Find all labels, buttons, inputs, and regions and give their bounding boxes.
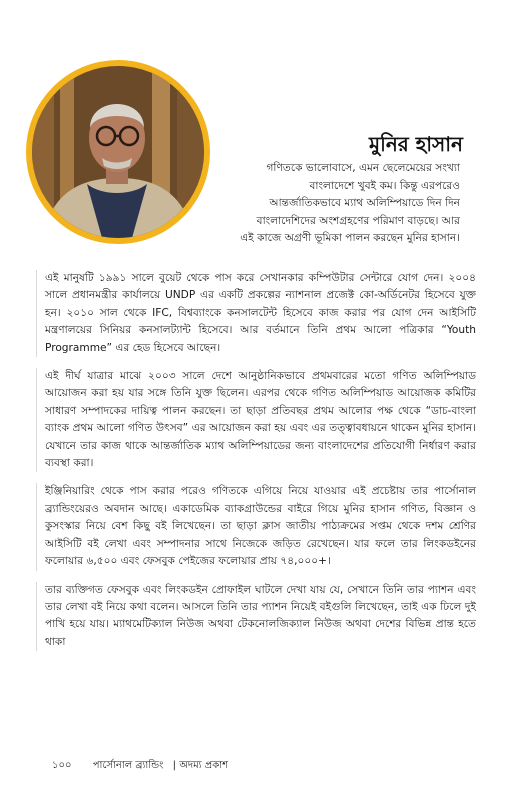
intro-text (205, 160, 460, 248)
body-paragraph: ইঞ্জিনিয়ারিং থেকে পাস করার পরেও গণিতকে এগিয়ে নিয়ে যাওয়ার এই প্রচেষ্টায় তার পার্সোনাল ব্র্যান্ডিংয়েরও অবদান আছে। একাডেমিক ব্যাকগ্রাউন্ডের বাইরে গিয়ে মুনির হাসান গণিত, বিজ্ঞান ও কুসংস্কার নিয়ে বেশ কিছু বই লিখেছেন। তা ছাড়া ক্লাস জাতীয় পাঠ্যক্রমের সপ্তম থেকে দশম শ্রেণির আইসিটি বই লেখা এবং সম্পাদনার সাথে নিজেকে জড়িত রেখেছেন। যার ফলে তার লিংকডইনের ফলোয়ার ৬,৫০০ এবং ফেসবুক পেইজের ফলোয়ার প্রায় ৭৪,০০০+। (36, 483, 476, 570)
author-portrait (26, 60, 210, 244)
intro-line: গণিতকে ভালোবাসে, এমন ছেলেমেয়ের সংখ্যা (266, 162, 460, 174)
page-number: ১০০ (52, 760, 72, 771)
body-text (36, 270, 476, 662)
page-footer (52, 758, 228, 775)
intro-line: বাংলাদেশে খুবই কম। কিন্তু এরপরেও (309, 179, 460, 192)
author-photo (32, 66, 204, 238)
intro-line: বাংলাদেশিদের অংশগ্রহণের পরিমাণ বাড়ছে। আর (256, 214, 460, 227)
person-name: মুনির হাসান (369, 132, 463, 156)
body-paragraph: তার ব্যক্তিগত ফেসবুক এবং লিংকডইন প্রোফাইল ঘাটলে দেখা যায় যে, সেখানে তিনি তার প্যাশন এবং তার লেখা বই নিয়ে কথা বলেন। আসলে তিনি তার প্যাশন নিয়েই বইগুলি লিখেছেন, তাই এক ঢিলে দুই পাখি হয়ে যায়। ম্যাথমেটিক্যাল নিউজ অথবা টেকনোলজিক্যাল নিউজ অথবা দেশের বিভিন্ন প্রান্ত হতে থাকা (36, 582, 476, 652)
body-paragraph: এই মানুষটি ১৯৯১ সালে বুয়েট থেকে পাস করে সেখানকার কম্পিউটার সেন্টারে যোগ দেন। ২০০৪ সালে প্রধানমন্ত্রীর কার্যালয়ে UNDP এর একটি প্রকল্পের ন্যাশনাল প্রজেক্ট কো-অর্ডিনেটর হিসেবে যুক্ত হন। ২০১০ সাল থেকে IFC, বিশ্বব্যাংকে কনসালটেন্ট হিসেবে কাজ করার পর যোগ দেন আইসিটি মন্ত্রণালয়ের সিনিয়র কনসালট্যান্ট হিসেবে। আর বর্তমানে তিনি প্রথম আলো পত্রিকার “Youth Programme” এর হেড হিসেবে আছেন। (36, 270, 476, 357)
intro-line: আন্তর্জাতিকভাবে ম্যাথ অলিম্পিয়াডে দিন দিন (269, 197, 460, 209)
footer-separator: | (172, 760, 177, 771)
intro-line: এই কাজে অগ্রণী ভূমিকা পালন করছেন মুনির হাসান। (240, 232, 460, 244)
publisher-name: অদম্য প্রকাশ (179, 760, 229, 771)
body-paragraph: এই দীর্ঘ যাত্রার মাঝে ২০০৩ সালে দেশে আনুষ্ঠানিকভাবে প্রথমবারের মতো গণিত অলিম্পিয়াড আয়োজন করা হয় যার সঙ্গে তিনি যুক্ত ছিলেন। এরপর থেকে গণিত অলিম্পিয়াড আয়োজক কমিটির সাধারণ সম্পাদকের দায়িত্ব পালন করছেন। তা ছাড়া প্রতিবছর প্রথম আলোর পক্ষ থেকে “ডাচ-বাংলা ব্যাংক প্রথম আলো গণিত উৎসব” এর আয়োজন করা হয় এবং এর তত্ত্বাবধায়নে থাকেন মুনির হাসান। যেখানে তার কাজ থাকে আন্তর্জাতিক ম্যাথ অলিম্পিয়াডের জন্য বাংলাদেশের প্রতিযোগী নির্ধারণ করার ব্যবস্থা করা। (36, 368, 476, 472)
book-title: পার্সোনাল ব্র্যান্ডিং (92, 760, 164, 771)
